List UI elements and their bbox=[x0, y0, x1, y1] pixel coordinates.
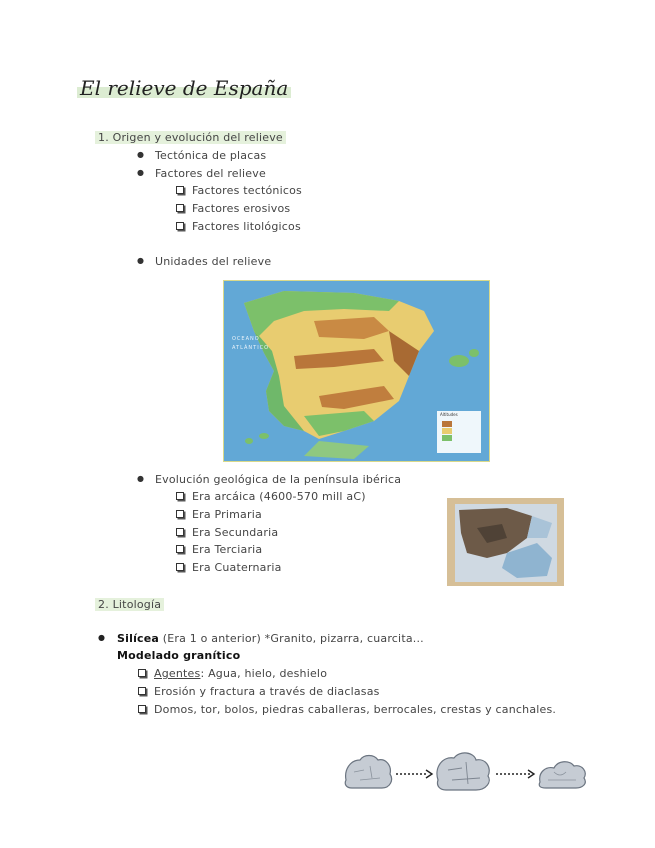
list-item-evolucion bbox=[155, 473, 401, 486]
sublist-item-label: Factores litológicos bbox=[192, 220, 301, 233]
silicea-label: Silícea bbox=[117, 632, 160, 645]
list-item-tectonica bbox=[155, 149, 266, 162]
checkbox-icon bbox=[138, 669, 146, 677]
map-label-ocean-2: ATLÁNTICO bbox=[232, 345, 270, 351]
list-item-label: Unidades del relieve bbox=[155, 255, 272, 268]
sublist-item-label: Factores erosivos bbox=[192, 202, 291, 215]
sublist-item bbox=[192, 184, 302, 197]
sublist-item bbox=[192, 526, 278, 539]
sublist-item-label: Era Terciaria bbox=[192, 543, 263, 556]
page-title: El relieve de España bbox=[77, 76, 291, 100]
checkbox-icon bbox=[176, 204, 184, 212]
point-text: Domos, tor, bolos, piedras caballeras, berrocales, crestas y canchales. bbox=[154, 703, 557, 716]
litology-point bbox=[154, 667, 327, 680]
map-label-ocean: OCEANO bbox=[232, 336, 260, 342]
checkbox-icon bbox=[176, 186, 184, 194]
bullet-icon: ● bbox=[98, 633, 106, 642]
sublist-item bbox=[192, 561, 282, 574]
boulders-icon bbox=[539, 762, 585, 788]
modelado-heading: Modelado granítico bbox=[117, 649, 241, 662]
checkbox-icon bbox=[176, 563, 184, 571]
sublist-item-label: Era Primaria bbox=[192, 508, 262, 521]
list-item-factores bbox=[155, 167, 266, 180]
list-item-label: Evolución geológica de la península ibérica bbox=[155, 473, 402, 486]
checkbox-icon bbox=[176, 510, 184, 518]
granite-erosion-diagram bbox=[340, 748, 590, 798]
map-legend-title: Altitudes bbox=[440, 412, 458, 417]
sublist-item bbox=[192, 508, 262, 521]
silicea-text: (Era 1 o anterior) *Granito, pizarra, cuarcita... bbox=[159, 632, 424, 645]
point-underlined: Agentes bbox=[154, 667, 201, 680]
photo-drawing bbox=[447, 498, 564, 586]
list-item-unidades bbox=[155, 255, 271, 268]
list-item-label: Factores del relieve bbox=[155, 167, 266, 180]
point-text: : Agua, hielo, deshielo bbox=[200, 667, 328, 680]
silicea-line bbox=[98, 632, 424, 645]
litology-point bbox=[154, 703, 556, 716]
sublist-item bbox=[192, 202, 290, 215]
section-2-heading: 2. Litología bbox=[95, 598, 164, 611]
checkbox-icon bbox=[176, 528, 184, 536]
checkbox-icon bbox=[138, 687, 146, 695]
section-1-heading: 1. Origen y evolución del relieve bbox=[95, 131, 286, 144]
sublist-item-label: Factores tectónicos bbox=[192, 184, 302, 197]
sublist-item-label: Era Cuaternaria bbox=[192, 561, 282, 574]
relief-map-image bbox=[223, 280, 490, 462]
point-text: Erosión y fractura a través de diaclasas bbox=[154, 685, 380, 698]
sublist-item bbox=[192, 543, 262, 556]
geological-map-photo bbox=[447, 498, 564, 586]
sublist-item bbox=[192, 220, 301, 233]
checkbox-icon bbox=[176, 492, 184, 500]
checkbox-icon bbox=[176, 222, 184, 230]
sublist-item-label: Era Secundaria bbox=[192, 526, 279, 539]
checkbox-icon bbox=[176, 545, 184, 553]
sublist-item bbox=[192, 490, 366, 503]
list-item-label: Tectónica de placas bbox=[155, 149, 267, 162]
sublist-item-label: Era arcáica (4600-570 mill aC) bbox=[192, 490, 366, 503]
map-drawing bbox=[224, 281, 489, 461]
fractured-block-icon bbox=[437, 753, 489, 790]
checkbox-icon bbox=[138, 705, 146, 713]
granite-block-icon bbox=[345, 756, 391, 789]
litology-point bbox=[154, 685, 380, 698]
